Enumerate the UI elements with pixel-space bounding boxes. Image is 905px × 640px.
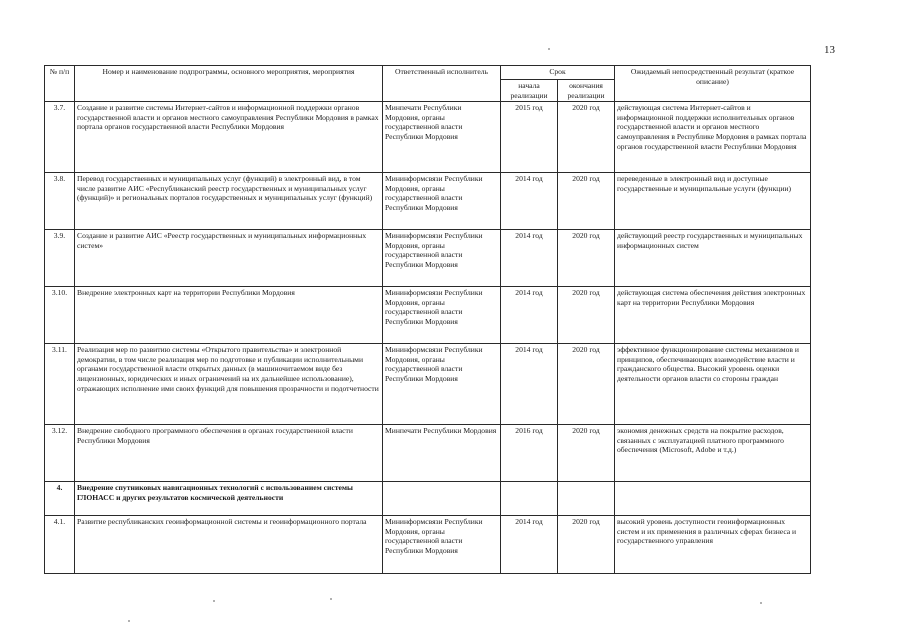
row-end: 2020 год [558,287,615,344]
program-table [44,65,811,574]
table-row [45,516,811,574]
row-result: высокий уровень доступности геоинформационных систем и их применения в различных сферах бизнеса и государственного управления [615,516,811,574]
table-body [45,102,811,574]
row-responsible [383,482,501,516]
row-num: 3.12. [45,425,75,482]
row-start [501,482,558,516]
header-responsible: Ответственный исполнитель [383,66,501,102]
row-result: действующая система обеспечения действия электронных карт на территории Республики Мордовия [615,287,811,344]
table-row [45,173,811,230]
row-responsible: Мининформсвязи Республики Мордовия, органы государственной власти Республики Мордовия [383,287,501,344]
row-responsible: Минпечати Республики Мордовия, органы государственной власти Республики Мордовия [383,102,501,173]
row-responsible: Минпечати Республики Мордовия [383,425,501,482]
row-end: 2020 год [558,102,615,173]
table-row [45,230,811,287]
row-name: Перевод государственных и муниципальных услуг (функций) в электронный вид, в том числе развитие АИС «Республиканский реестр государственных и муниципальных услуг (функций)» и региональных порталов государственных и муниципальных услуг (функций) [75,173,383,230]
row-responsible: Мининформсвязи Республики Мордовия, органы государственной власти Республики Мордовия [383,173,501,230]
row-name: Внедрение спутниковых навигационных технологий с использованием системы ГЛОНАСС и других результатов космической деятельности [75,482,383,516]
row-end: 2020 год [558,425,615,482]
page-number: 13 [824,44,835,56]
row-result: действующий реестр государственных и муниципальных информационных систем [615,230,811,287]
row-responsible: Мининформсвязи Республики Мордовия, органы государственной власти Республики Мордовия [383,516,501,574]
row-num: 4.1. [45,516,75,574]
row-name: Внедрение электронных карт на территории Республики Мордовия [75,287,383,344]
row-start: 2015 год [501,102,558,173]
table-row [45,102,811,173]
row-num: 3.11. [45,344,75,425]
row-end: 2020 год [558,344,615,425]
scan-speck [128,620,130,622]
row-start: 2016 год [501,425,558,482]
header-name: Номер и наименование подпрограммы, основного мероприятия, мероприятия [75,66,383,102]
scan-speck [213,600,215,602]
scan-speck [330,598,332,600]
header-num: № п/п [45,66,75,102]
row-result [615,482,811,516]
row-responsible: Мининформсвязи Республики Мордовия, органы государственной власти Республики Мордовия [383,344,501,425]
row-num: 3.7. [45,102,75,173]
header-result: Ожидаемый непосредственный результат (краткое описание) [615,66,811,102]
table-row [45,287,811,344]
table-row [45,425,811,482]
row-end: 2020 год [558,230,615,287]
header-start: начала реализации [501,80,558,102]
row-start: 2014 год [501,173,558,230]
row-num: 3.8. [45,173,75,230]
row-end: 2020 год [558,516,615,574]
row-name: Создание и развитие АИС «Реестр государственных и муниципальных информационных систем» [75,230,383,287]
row-result: действующая система Интернет-сайтов и информационной поддержки исполнительных органов государственной власти и органов местного самоуправления в Республике Мордовия в рамках портала органов государственной власти Республики Мордовия [615,102,811,173]
row-name: Реализация мер по развитию системы «Открытого правительства» и электронной демократии, в том числе реализация мер по подготовке и публикации исполнительными органами государственной власти открытых данных (в машиночитаемом виде без лицензионных, юридических и иных ограничений на их дальнейшее использование), отражающих исполнение ими своих функций для повышения прозрачности и подотчетности [75,344,383,425]
row-name: Создание и развитие системы Интернет-сайтов и информационной поддержки органов государственной власти и органов местного самоуправления Республики Мордовия в рамках портала органов государственной власти Республики Мордовия [75,102,383,173]
row-responsible: Мининформсвязи Республики Мордовия, органы государственной власти Республики Мордовия [383,230,501,287]
table-header [45,66,811,102]
header-period: Срок [501,66,615,80]
row-num: 3.9. [45,230,75,287]
row-start: 2014 год [501,516,558,574]
row-num: 3.10. [45,287,75,344]
row-result: эффективное функционирование системы механизмов и принципов, обеспечивающих взаимодействие власти и гражданского общества. Высокий уровень оценки деятельности органов власти со стороны граждан [615,344,811,425]
row-num: 4. [45,482,75,516]
row-name: Развитие республиканских геоинформационной системы и геоинформационного портала [75,516,383,574]
row-end [558,482,615,516]
row-result: переведенные в электронный вид и доступные государственные и муниципальные услуги (функции) [615,173,811,230]
table-row [45,482,811,516]
scan-speck [548,48,550,50]
row-name: Внедрение свободного программного обеспечения в органах государственной власти Республики Мордовия [75,425,383,482]
row-start: 2014 год [501,230,558,287]
row-result: экономия денежных средств на покрытие расходов, связанных с эксплуатацией платного программного обеспечения (Microsoft, Adobe и т.д.) [615,425,811,482]
header-end: окончания реализации [558,80,615,102]
row-end: 2020 год [558,173,615,230]
row-start: 2014 год [501,287,558,344]
table-row [45,344,811,425]
scan-speck [760,602,762,604]
row-start: 2014 год [501,344,558,425]
